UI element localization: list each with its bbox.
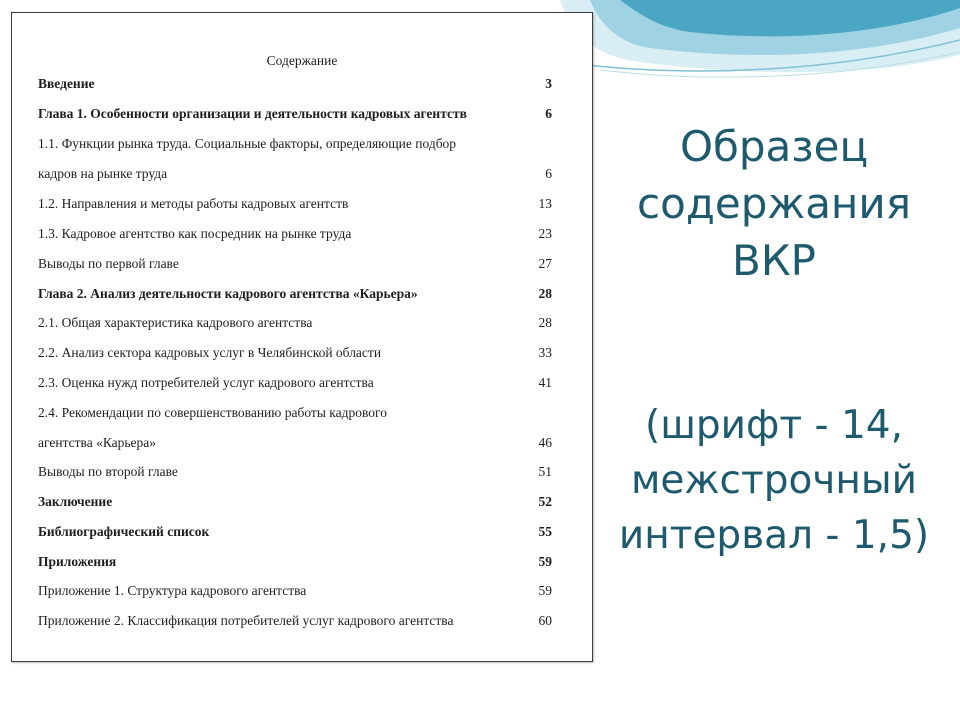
toc-entry — [38, 463, 552, 481]
toc-entry-text: 2.4. Рекомендации по совершенствованию работы кадрового — [38, 405, 387, 420]
toc-entry — [38, 612, 552, 630]
document-page — [11, 12, 593, 662]
slide-title-line: содержания — [637, 179, 911, 228]
toc-entry-text: Выводы по первой главе — [38, 256, 179, 271]
toc-entry-text: Приложение 2. Классификация потребителей услуг кадрового агентства — [38, 613, 454, 628]
toc-entry — [38, 105, 552, 123]
toc-entry-page: 59 — [538, 583, 552, 598]
toc-entry — [38, 523, 552, 541]
toc-entry-text: 2.3. Оценка нужд потребителей услуг кадрового агентства — [38, 375, 374, 390]
slide-note — [598, 398, 950, 563]
toc-entry-page: 59 — [538, 554, 552, 569]
toc-entry — [38, 75, 552, 93]
slide-note-line: межстрочный — [630, 458, 917, 503]
toc-entry — [38, 553, 552, 571]
toc-entry-text: 1.2. Направления и методы работы кадровых агентств — [38, 196, 349, 211]
toc-entry-page: 60 — [538, 613, 552, 628]
toc-entry-text: агентства «Карьера» — [38, 435, 157, 450]
toc-entry-page: 28 — [538, 286, 552, 301]
toc-entry-page: 13 — [538, 196, 552, 211]
toc-entry-page: 55 — [538, 524, 552, 539]
toc-entry-page: 28 — [538, 315, 552, 330]
toc-entry-text: Введение — [38, 76, 95, 91]
toc-entry-text: кадров на рынке труда — [38, 166, 168, 181]
toc-entry-page: 27 — [538, 256, 552, 271]
toc-entry — [38, 493, 552, 511]
slide-note-line: (шрифт - 14, — [645, 403, 903, 448]
toc-entry-text: Заключение — [38, 494, 113, 509]
toc-entry — [38, 374, 552, 392]
toc-entry — [38, 404, 552, 422]
toc-entry-page: 33 — [538, 345, 552, 360]
toc-entry-text: Приложение 1. Структура кадрового агентства — [38, 583, 307, 598]
toc-entry — [38, 582, 552, 600]
toc-entry-text: 2.2. Анализ сектора кадровых услуг в Челябинской области — [38, 345, 382, 360]
toc-entry — [38, 135, 552, 153]
toc-entry-page: 41 — [538, 375, 552, 390]
toc-entry — [38, 255, 552, 273]
toc-entry-text: 1.1. Функции рынка труда. Социальные факторы, определяющие подбор — [38, 136, 457, 151]
toc-entry-text: 2.1. Общая характеристика кадрового агентства — [38, 315, 313, 330]
document-title: Содержание — [266, 53, 338, 68]
toc-entry — [38, 165, 552, 183]
toc-entry-text: Библиографический список — [38, 524, 210, 539]
toc-entry — [38, 195, 552, 213]
toc-entry-text: 1.3. Кадровое агентство как посредник на рынке труда — [38, 226, 352, 241]
toc-entry-text: Выводы по второй главе — [38, 464, 178, 479]
toc-entry-page: 52 — [538, 494, 552, 509]
toc-entry-page: 46 — [538, 435, 552, 450]
toc-entry-page: 23 — [538, 226, 552, 241]
toc-entry-page: 51 — [538, 464, 552, 479]
toc-entry-text: Глава 2. Анализ деятельности кадрового агентства «Карьера» — [38, 286, 418, 301]
toc-entry-page: 6 — [545, 106, 552, 121]
toc-entry — [38, 285, 552, 303]
toc-entry — [38, 344, 552, 362]
slide-title — [598, 118, 950, 289]
slide-title-line: Образец — [679, 122, 869, 171]
toc-entry — [38, 225, 552, 243]
toc-entry-text: Глава 1. Особенности организации и деятельности кадровых агентств — [38, 106, 467, 121]
toc-entry-page: 6 — [545, 166, 552, 181]
slide-note-line: интервал - 1,5) — [618, 513, 930, 558]
toc-entry-page: 3 — [545, 76, 552, 91]
slide-title-line: ВКР — [732, 236, 816, 285]
toc-entry — [38, 434, 552, 452]
toc-entry-text: Приложения — [38, 554, 117, 569]
toc-entry — [38, 314, 552, 332]
